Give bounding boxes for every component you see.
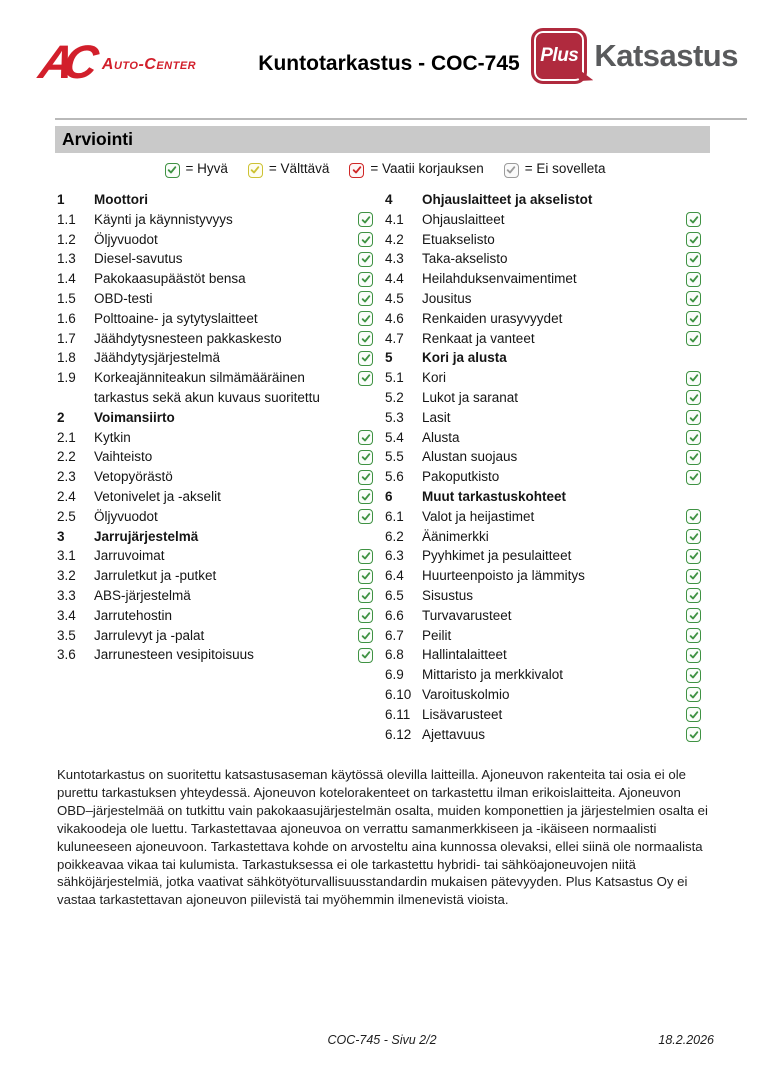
katsastus-logo-text: Katsastus [594,38,738,73]
checklist-item-row [57,428,373,448]
check-good-icon [686,509,701,524]
item-label: Mittaristo ja merkkivalot [422,667,564,683]
section-header-row [57,190,373,210]
item-label: Renkaat ja vanteet [422,330,535,346]
item-label: Hallintalaitteet [422,647,507,663]
item-label: Jousitus [422,290,472,306]
item-label: Jarrunesteen vesipitoisuus [94,647,254,663]
section-header-row [385,190,701,210]
item-label: Taka-akselisto [422,251,508,267]
checklist-left-column [57,190,373,744]
check-good-icon [358,628,373,643]
item-label: Käynti ja käynnistyvyys [94,211,233,227]
item-number: 4.5 [385,290,404,306]
section-title: Moottori [94,192,148,207]
checklist-item-row [385,428,701,448]
check-good-icon [358,430,373,445]
check-good-icon [358,232,373,247]
item-number: 2.2 [57,449,76,465]
item-number: 4.4 [385,271,404,287]
item-label: Turvavarusteet [422,607,512,623]
item-label: Öljyvuodot [94,231,158,247]
checklist-item-row [57,230,373,250]
checklist-item-row [385,685,701,705]
checklist-item-row [57,507,373,527]
item-number: 2.3 [57,469,76,485]
check-good-icon [686,252,701,267]
section-title: Kori ja alusta [422,350,507,366]
legend-item-good [165,160,228,178]
checklist-item-row [385,289,701,309]
arviointi-section-title: Arviointi [62,129,133,149]
legend-good-label: = Hyvä [185,161,228,177]
item-number: 4.1 [385,211,404,227]
check-good-icon [358,331,373,346]
item-number: 5.1 [385,370,404,386]
check-good-icon [686,450,701,465]
checklist-item-row [385,527,701,547]
section-number: 3 [57,528,65,544]
header-divider [55,118,747,120]
section-title: Ohjauslaitteet ja akselistot [422,192,593,207]
section-title: Jarrujärjestelmä [94,528,199,544]
check-good-icon [358,291,373,306]
item-number: 5.3 [385,409,404,425]
legend-repair-label: = Vaatii korjauksen [370,161,484,177]
checklist-item-row [385,586,701,606]
section-header-row [385,348,701,368]
item-label: Renkaiden urasyvyydet [422,310,563,326]
item-number: 1.7 [57,330,76,346]
item-number: 1.6 [57,310,76,326]
section-number: 4 [385,192,393,207]
section-title: Muut tarkastuskohteet [422,488,567,504]
check-good-icon [686,687,701,702]
check-good-icon [686,371,701,386]
check-good-icon [686,608,701,623]
checklist-item-row [385,388,701,408]
auto-center-logo-text: Auto-Center [101,55,197,73]
item-label: Peilit [422,627,452,643]
checklist-item-row [57,626,373,646]
arviointi-section-bar [55,126,710,153]
check-good-icon [686,272,701,287]
item-number: 2.4 [57,488,76,504]
checklist-item-row [385,249,701,269]
section-title: Voimansiirto [94,409,175,425]
item-label: OBD-testi [94,290,153,306]
section-header-row [57,527,373,547]
check-good-icon [358,470,373,485]
report-header [35,26,738,104]
check-good-icon [686,529,701,544]
item-label: Ohjauslaitteet [422,211,505,227]
item-label: Jarruvoimat [94,548,165,564]
item-label: Ajettavuus [422,726,486,742]
item-number: 5.4 [385,429,404,445]
item-label: Heilahduksenvaimentimet [422,271,577,287]
item-label: Jarrutehostin [94,607,173,623]
item-number: 4.6 [385,310,404,326]
item-label: Pakokaasupäästöt bensa [94,271,246,287]
check-good-icon [358,588,373,603]
page-title: Kuntotarkastus - COC-745 [258,52,520,75]
item-number: 1.8 [57,350,76,366]
item-label: Kytkin [94,429,131,445]
item-number: 6.7 [385,627,404,643]
item-label: Vetonivelet ja -akselit [94,488,221,504]
check-good-icon [686,588,701,603]
item-number: 3.3 [57,587,76,603]
section-number: 6 [385,488,393,504]
check-good-icon [358,569,373,584]
item-number: 2.1 [57,429,76,445]
item-number: 6.8 [385,647,404,663]
item-label: Polttoaine- ja sytytyslaitteet [94,310,258,326]
check-good-icon [358,648,373,663]
item-number: 6.2 [385,528,404,544]
check-good-icon [358,351,373,366]
item-label: Jarrulevyt ja -palat [94,627,205,643]
checklist-item-row [385,705,701,725]
check-na-icon [504,163,519,178]
legend-item-fair [248,160,329,178]
section-number: 2 [57,409,65,425]
item-number: 6.12 [385,726,412,742]
legend-fair-label: = Välttävä [268,161,330,177]
item-number: 4.7 [385,330,404,346]
item-label: Jarruletkut ja -putket [94,568,217,584]
check-good-icon [686,311,701,326]
checklist-item-row [385,408,701,428]
checklist-item-row [385,566,701,586]
item-label: Varoituskolmio [422,686,510,702]
checklist-item-row [57,348,373,368]
item-label: Vetopyörästö [94,469,173,485]
check-good-icon [686,727,701,742]
footer-page-label: COC-745 - Sivu 2/2 [327,1033,437,1047]
checklist-item-row [385,210,701,230]
checklist-item-row [57,606,373,626]
checklist-item-row [57,546,373,566]
plus-katsastus-logo [531,28,738,84]
check-good-icon [358,608,373,623]
check-good-icon [686,232,701,247]
item-number: 6.11 [385,706,411,722]
plus-badge-icon [531,28,587,84]
item-number: 6.6 [385,607,404,623]
item-number: 3.4 [57,607,76,623]
check-good-icon [686,668,701,683]
check-good-icon [686,430,701,445]
check-repair-icon [349,163,364,178]
item-label: ABS-järjestelmä [94,587,191,603]
checklist-item-row [57,210,373,230]
item-number: 2.5 [57,508,76,524]
item-label: Lisävarusteet [422,706,503,722]
item-label: Vaihteisto [94,449,153,465]
section-number: 1 [57,192,65,207]
section-header-row [385,487,701,507]
rating-legend [57,160,713,178]
item-label: Huurteenpoisto ja lämmitys [422,568,585,584]
checklist-item-row [385,546,701,566]
item-number: 5.6 [385,469,404,485]
check-good-icon [358,212,373,227]
item-number: 4.3 [385,251,404,267]
item-label: Kori [422,370,447,386]
item-number: 6.9 [385,667,404,683]
checklist-item-row [57,289,373,309]
item-number: 5.2 [385,389,404,405]
inspection-checklist [57,190,701,744]
footer-date: 18.2.2026 [658,1033,714,1047]
item-label: Jäähdytysjärjestelmä [94,350,221,366]
check-good-icon [165,163,180,178]
item-number: 1.5 [57,290,76,306]
check-good-icon [358,450,373,465]
check-good-icon [686,628,701,643]
item-number: 1.9 [57,370,76,386]
checklist-item-row [385,725,701,745]
legend-item-repair [349,160,483,178]
item-label: Pyyhkimet ja pesulaitteet [422,548,572,564]
item-label: Lasit [422,409,451,425]
checklist-item-row [385,309,701,329]
check-good-icon [686,470,701,485]
item-number: 4.2 [385,231,404,247]
checklist-item-row [57,487,373,507]
checklist-item-row [57,249,373,269]
plus-badge-text: Plus [540,45,579,66]
legend-na-label: = Ei sovelleta [524,161,606,177]
item-number: 6.5 [385,587,404,603]
page-footer [0,1033,764,1053]
checklist-item-row [57,447,373,467]
checklist-item-row [385,230,701,250]
item-label: Korkeajänniteakun silmämääräinen tarkastus sekä akun kuvaus suoritettu [94,370,320,405]
checklist-item-row [57,645,373,665]
check-good-icon [686,648,701,663]
checklist-right-column [385,190,701,744]
check-good-icon [686,569,701,584]
check-good-icon [686,291,701,306]
item-label: Valot ja heijastimet [422,508,535,524]
checklist-item-row [385,447,701,467]
item-number: 6.1 [385,508,404,524]
checklist-item-row [57,269,373,289]
item-number: 1.3 [57,251,76,267]
check-good-icon [358,252,373,267]
checklist-item-row [385,626,701,646]
item-number: 6.3 [385,548,404,564]
checklist-item-row [57,309,373,329]
item-number: 5.5 [385,449,404,465]
checklist-item-row [57,586,373,606]
checklist-item-row [385,645,701,665]
check-good-icon [686,331,701,346]
item-label: Pakoputkisto [422,469,500,485]
check-fair-icon [248,163,263,178]
check-good-icon [358,272,373,287]
plus-badge-tail-icon [576,66,593,81]
item-label: Sisustus [422,587,474,603]
checklist-item-row [385,368,701,388]
checklist-item-row [57,368,373,408]
item-number: 6.10 [385,686,412,702]
checklist-item-row [385,665,701,685]
auto-center-monogram-icon: AC [35,35,93,88]
check-good-icon [358,311,373,326]
checklist-item-row [385,606,701,626]
item-number: 1.1 [57,211,76,227]
item-label: Diesel-savutus [94,251,183,267]
checklist-item-row [385,329,701,349]
item-number: 3.6 [57,647,76,663]
checklist-item-row [57,566,373,586]
checklist-item-row [385,269,701,289]
item-label: Alusta [422,429,460,445]
item-label: Etuakselisto [422,231,495,247]
checklist-item-row [385,507,701,527]
check-good-icon [358,489,373,504]
check-good-icon [686,390,701,405]
check-good-icon [686,212,701,227]
item-label: Öljyvuodot [94,508,158,524]
item-number: 3.1 [57,548,76,564]
disclaimer-text: Kuntotarkastus on suoritettu katsastusaseman käytössä olevilla laitteilla. Ajoneuvon rakenteita tai osia ei ole purettu tarkastuksen yhteydessä. Ajoneuvon kotelorakenteet on tarkastettu ilman erikoislaitteita. Ajoneuvon OBD–järjestelmää on tutkittu vain pakokaasujärjestelmän osalta, muiden komponettien ja järjestelmien osalta ei vikakoodeja ole luettu. Tarkastettavaa ajoneuvoa on verrattu samanmerkkiseen ja -ikäiseen normaalisti kuluneeseen ajoneuvoon. Tarkastettava kohde on arvosteltu aina kunnossa olevaksi, ellei siinä ole normaalista poikkeavaa vikaa tai kulumista. Tarkastuksessa ei ole tarkastettu hybridi- tai sähköajoneuvojen niitä sähköjärjestelmiä, jotka vaativat sähkötyöturvallisuusstandardin mukaisen pätevyyden. Plus Katsastus Oy ei vastaa tarkastettavan ajoneuvon piilevistä tai myöhemmin ilmenevistä vioista. [57,767,708,908]
checklist-item-row [385,467,701,487]
item-number: 3.2 [57,568,76,584]
item-number: 1.4 [57,271,76,287]
check-good-icon [686,410,701,425]
section-header-row [57,408,373,428]
check-good-icon [686,549,701,564]
item-label: Jäähdytysnesteen pakkaskesto [94,330,282,346]
check-good-icon [358,549,373,564]
section-number: 5 [385,350,393,366]
item-number: 3.5 [57,627,76,643]
legend-item-na [504,160,606,178]
item-number: 6.4 [385,568,404,584]
check-good-icon [358,509,373,524]
check-good-icon [358,371,373,386]
checklist-item-row [57,467,373,487]
checklist-item-row [57,329,373,349]
item-number: 1.2 [57,231,76,247]
item-label: Äänimerkki [422,528,489,544]
item-label: Alustan suojaus [422,449,518,465]
item-label: Lukot ja saranat [422,389,519,405]
check-good-icon [686,707,701,722]
